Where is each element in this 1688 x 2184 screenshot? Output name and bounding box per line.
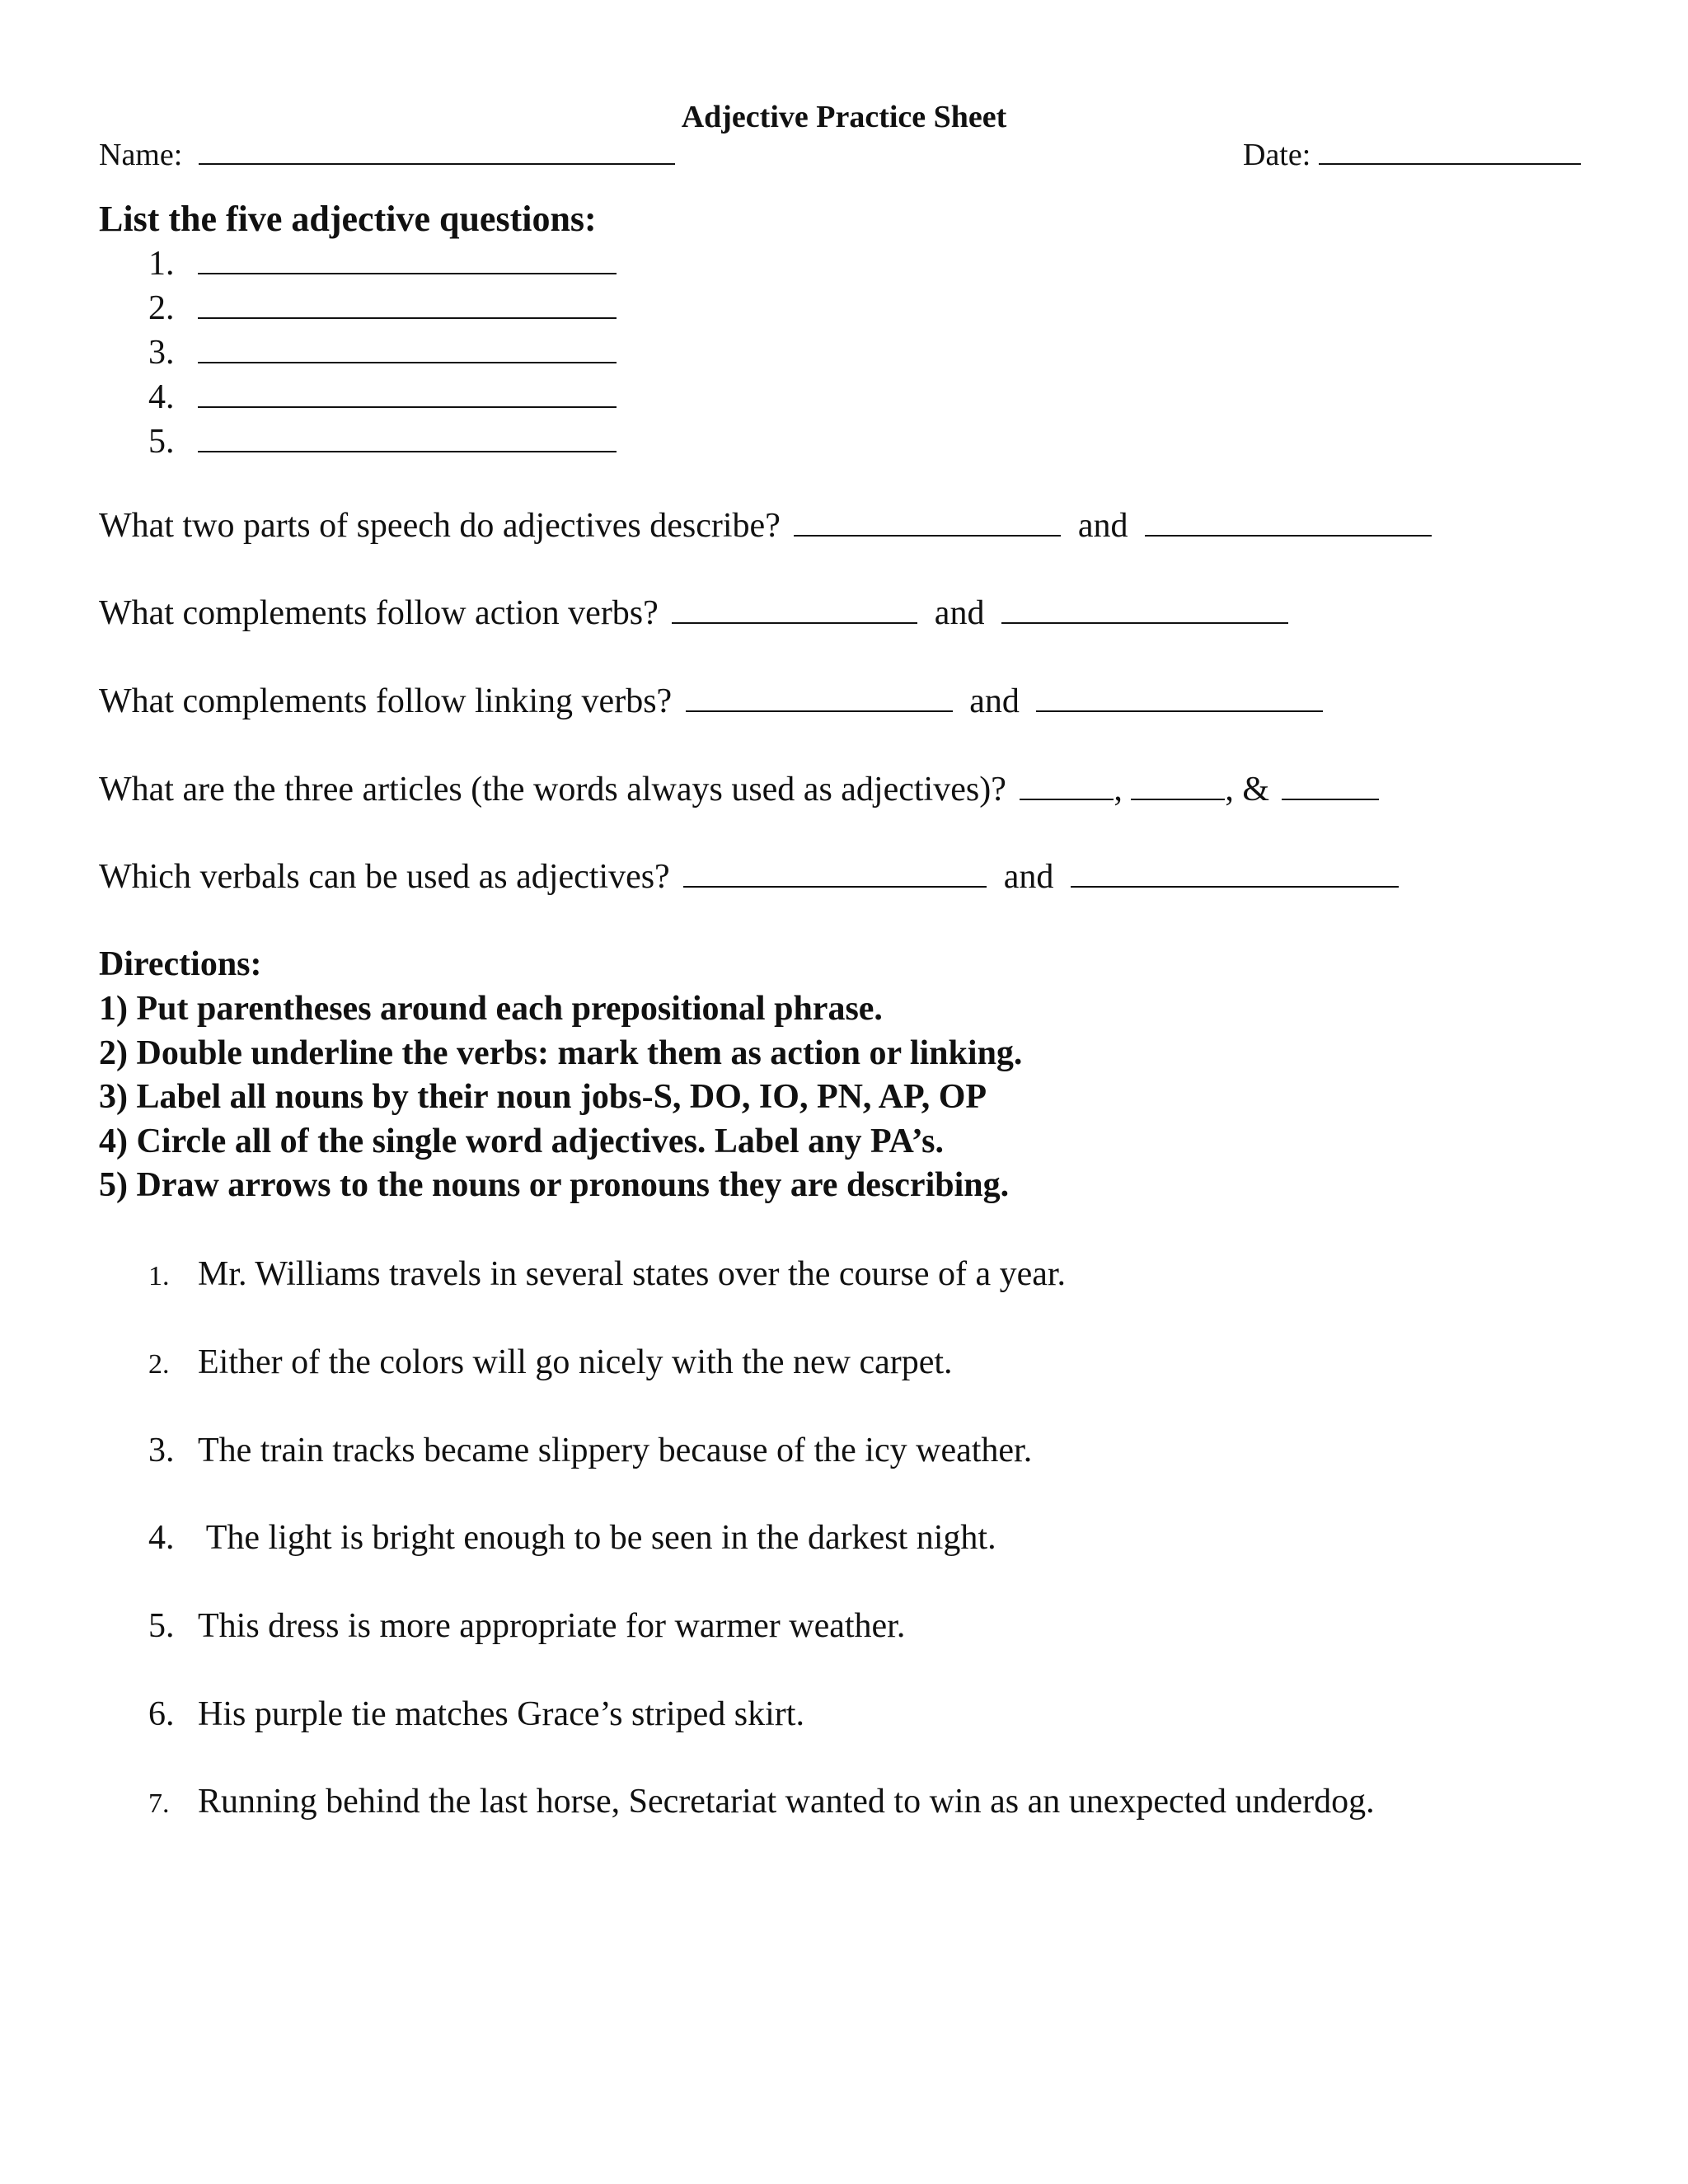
answer-blank[interactable] (1071, 886, 1399, 888)
adjective-questions-heading: List the five adjective questions: (99, 199, 597, 239)
list-item: 5. (148, 422, 617, 462)
direction-item: 2) Double underline the verbs: mark them as action or linking. (99, 1034, 1023, 1072)
answer-blank[interactable] (198, 451, 617, 452)
name-label: Name: (99, 138, 183, 172)
list-item: 3. (148, 333, 617, 373)
sentence-item: 7. Running behind the last horse, Secretariat wanted to win as an unexpected underdog. (148, 1783, 1375, 1821)
answer-blank[interactable] (794, 535, 1061, 537)
name-field (99, 137, 675, 173)
sentence-item: 4. The light is bright enough to be seen in the darkest night. (148, 1519, 996, 1557)
name-blank[interactable] (199, 163, 675, 165)
answer-blank[interactable] (1001, 622, 1288, 624)
answer-blank[interactable] (1282, 799, 1379, 800)
answer-blank[interactable] (198, 317, 617, 319)
sentence-item: 6. His purple tie matches Grace’s striped skirt. (148, 1695, 804, 1733)
answer-blank[interactable] (198, 362, 617, 363)
answer-blank[interactable] (198, 406, 617, 408)
direction-item: 1) Put parentheses around each prepositional phrase. (99, 990, 883, 1028)
direction-item: 4) Circle all of the single word adjectives. Label any PA’s. (99, 1122, 944, 1160)
answer-blank[interactable] (1131, 799, 1225, 800)
direction-item: 3) Label all nouns by their noun jobs-S, DO, IO, PN, AP, OP (99, 1078, 987, 1116)
answer-blank[interactable] (683, 886, 987, 888)
answer-blank[interactable] (1036, 710, 1323, 712)
question-articles: What are the three articles (the words always used as adjectives)? , , & (99, 770, 1379, 809)
question-linking-verbs: What complements follow linking verbs? and (99, 682, 1323, 721)
question-action-verbs: What complements follow action verbs? and (99, 593, 1288, 633)
list-item: 2. (148, 288, 617, 328)
answer-blank[interactable] (686, 710, 953, 712)
date-field (1243, 137, 1581, 173)
sentence-item: 3. The train tracks became slippery because of the icy weather. (148, 1432, 1033, 1469)
answer-blank[interactable] (1145, 535, 1432, 537)
direction-item: 5) Draw arrows to the nouns or pronouns they are describing. (99, 1166, 1010, 1204)
date-label: Date: (1243, 138, 1311, 172)
date-blank[interactable] (1319, 163, 1581, 165)
answer-blank[interactable] (198, 273, 617, 274)
sentence-item: 1. Mr. Williams travels in several states over the course of a year. (148, 1255, 1067, 1293)
sentence-item: 2. Either of the colors will go nicely with the new carpet. (148, 1343, 953, 1381)
list-item: 1. (148, 244, 617, 284)
question-parts-of-speech: What two parts of speech do adjectives describe? and (99, 506, 1432, 546)
answer-blank[interactable] (1020, 799, 1114, 800)
list-item: 4. (148, 377, 617, 417)
answer-blank[interactable] (672, 622, 917, 624)
page-title: Adjective Practice Sheet (681, 100, 1007, 134)
sentence-item: 5. This dress is more appropriate for warmer weather. (148, 1607, 906, 1645)
directions-heading: Directions: (99, 945, 262, 983)
question-verbals: Which verbals can be used as adjectives? and (99, 857, 1399, 897)
